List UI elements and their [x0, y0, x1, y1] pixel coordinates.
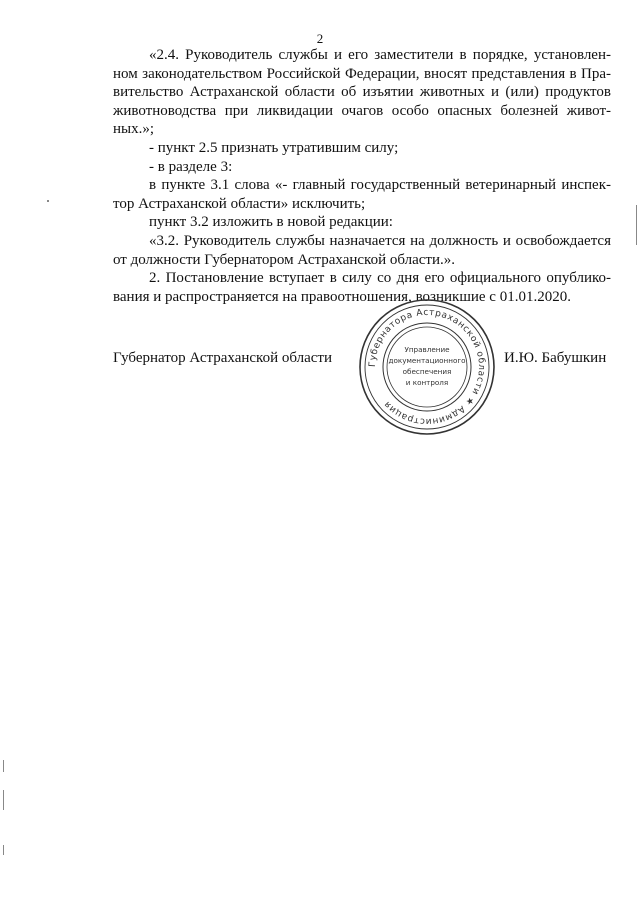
body-line: - пункт 2.5 признать утратившим силу; [149, 139, 399, 156]
body-line: тор Астраханской области» исключить; [113, 195, 366, 212]
body-line: пункт 3.2 изложить в новой редакции: [149, 214, 393, 231]
body-line: «2.4. Руководитель службы и его заместители в порядке, установлен- [149, 47, 611, 63]
scan-artifact-mark [47, 200, 49, 202]
seal-inner-line: документационного [388, 356, 466, 365]
scan-artifact-mark [3, 790, 4, 810]
signatory-title: Губернатор Астраханской области [113, 350, 333, 366]
official-seal-stamp [356, 297, 498, 437]
seal-inner-line: и контроля [405, 378, 449, 387]
seal-inner-line: обеспечения [402, 367, 452, 376]
signatory-name: И.Ю. Бабушкин [504, 350, 607, 366]
body-line: животноводства при ликвидации очагов особо опасных болезней живот- [113, 102, 611, 119]
body-line: ных.»; [113, 121, 155, 138]
body-line: «3.2. Руководитель службы назначается на должность и освобождается [149, 232, 611, 249]
document-body [113, 46, 611, 306]
scan-artifact-mark [3, 760, 4, 772]
body-line: 2. Постановление вступает в силу со дня его официального опублико- [149, 270, 611, 287]
page-number: 2 [316, 31, 324, 46]
seal-outer-text: Губернатора Астраханской области ★ Администрация [367, 307, 487, 427]
body-line: от должности Губернатором Астраханской области.». [113, 251, 455, 268]
body-line: в пункте 3.1 слова «- главный государственный ветеринарный инспек- [149, 177, 611, 194]
scan-artifact-mark [636, 205, 637, 245]
scan-artifact-mark [3, 845, 4, 855]
seal-inner-line: Управление [404, 345, 450, 354]
body-line: ном законодательством Российской Федерации, вносят представления в Пра- [113, 65, 611, 82]
body-line: - в разделе 3: [149, 158, 233, 175]
body-line: вания и распространяется на правоотношения, возникшие с 01.01.2020. [113, 288, 571, 305]
body-line: вительство Астраханской области об изъятии животных и (или) продуктов [113, 84, 611, 101]
